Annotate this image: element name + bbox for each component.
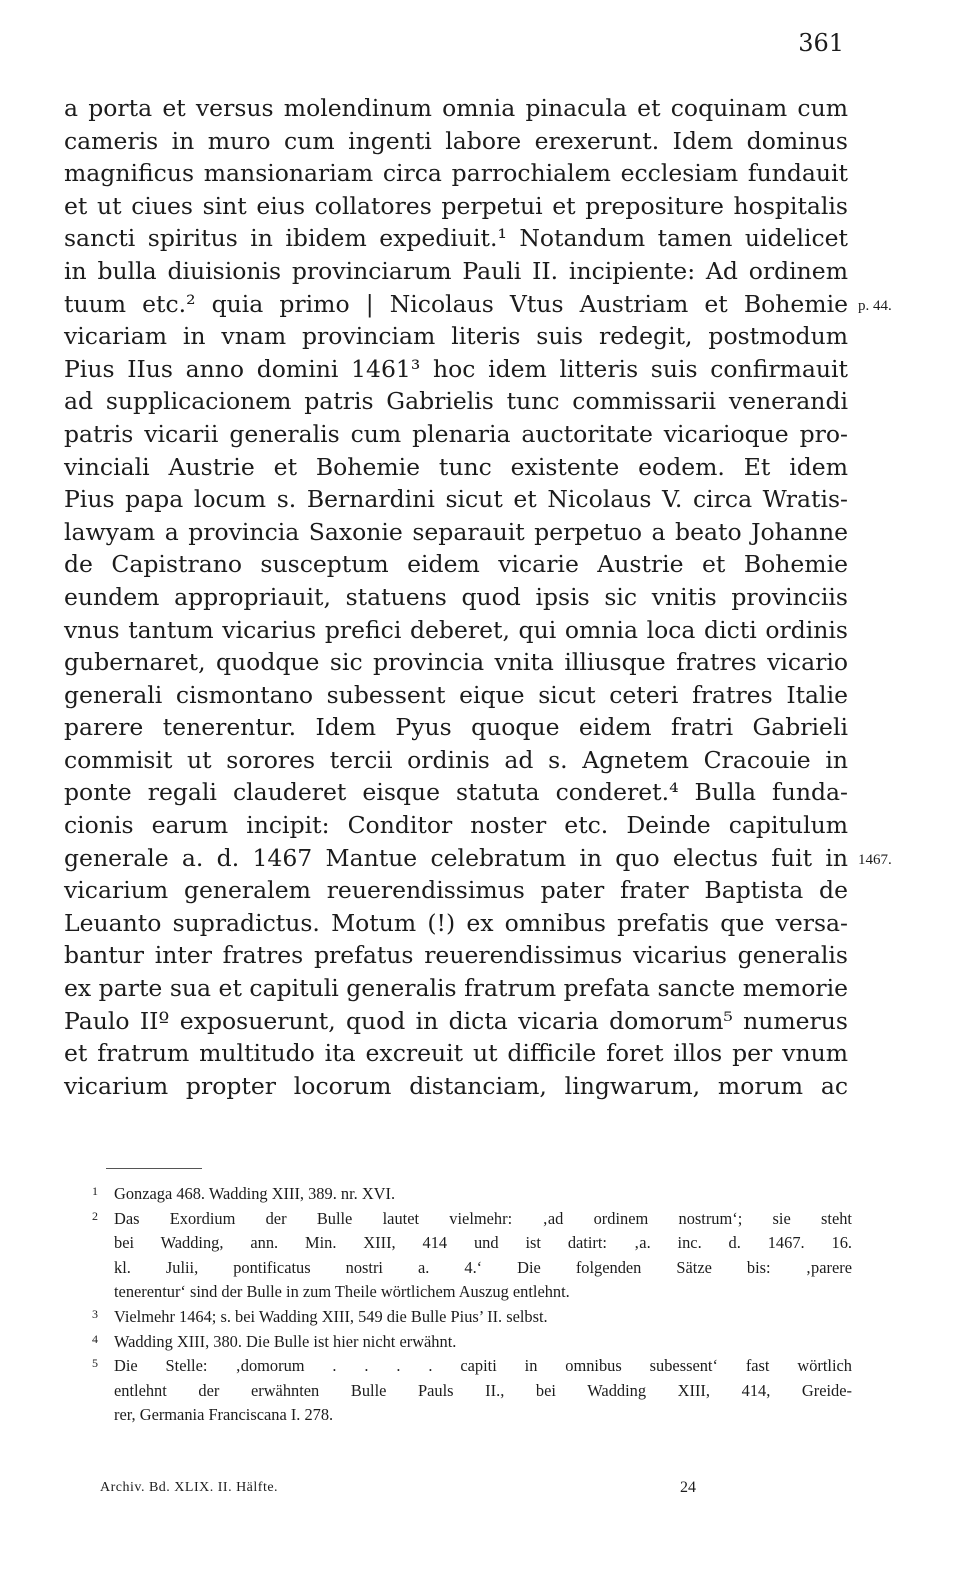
- page-number: 361: [798, 29, 844, 57]
- text-line: in bulla diuisionis provinciarum Pauli II. incipiente: Ad ordinem: [64, 256, 848, 285]
- margin-note: p. 44.: [858, 297, 892, 314]
- text-line: et ut ciues sint eius collatores perpetui et prepositure hospitalis: [64, 191, 848, 220]
- text-line: et fratrum multitudo ita excreuit ut difficile foret illos per vnum: [64, 1039, 848, 1068]
- footnote-line: tenerentur‘ sind der Bulle in zum Theile wörtlichem Auszug entlehnt.: [114, 1282, 570, 1302]
- sheet-number: 24: [680, 1479, 696, 1496]
- footnote-mark: 1: [92, 1184, 98, 1198]
- text-line: vnus tantum vicarius prefici deberet, qui omnia loca dicti ordinis: [64, 615, 848, 644]
- text-line: vicariam in vnam provinciam literis suis redegit, postmodum: [64, 322, 848, 351]
- footnote-mark: 4: [92, 1331, 98, 1346]
- footnote-rule: [106, 1168, 202, 1169]
- printer-signature: Archiv. Bd. XLIX. II. Hälfte.: [100, 1480, 279, 1495]
- text-line: generali cismontano subessent eique sicut ceteri fratres Italie: [64, 680, 848, 709]
- footnote: [92, 1305, 852, 1330]
- footnote-line: kl. Julii, pontificatus nostri a. 4.‘ Die folgenden Sätze bis: ‚parere: [114, 1257, 852, 1277]
- footnote-mark: 3: [92, 1306, 98, 1321]
- text-line: a porta et versus molendinum omnia pinacula et coquinam cum: [64, 94, 848, 122]
- footnote-line: Wadding XIII, 380. Die Bulle ist hier nicht erwähnt.: [114, 1331, 457, 1351]
- text-line: de Capistrano susceptum eidem vicarie Austrie et Bohemie: [64, 550, 848, 579]
- footnote: [92, 1207, 852, 1305]
- text-line: Pius papa locum s. Bernardini sicut et Nicolaus V. circa Wratis-: [64, 485, 848, 514]
- text-line: ex parte sua et capituli generalis fratrum prefata sancte memorie: [64, 974, 848, 1003]
- margin-note: 1467.: [858, 851, 892, 868]
- footnote-mark: 2: [92, 1208, 98, 1223]
- text-line: cionis earum incipit: Conditor noster etc. Deinde capitulum: [64, 811, 848, 840]
- text-line: ad supplicacionem patris Gabrielis tunc commissarii venerandi: [64, 387, 848, 416]
- text-line: Pius IIus anno domini 1461³ hoc idem litteris suis confirmauit: [64, 354, 848, 383]
- footnote-mark: 5: [92, 1356, 98, 1371]
- text-line: gubernaret, quodque sic provincia vnita illiusque fratres vicario: [64, 648, 848, 677]
- footnote-line: rer, Germania Franciscana I. 278.: [114, 1405, 334, 1425]
- text-line: magnificus mansionariam circa parrochialem ecclesiam fundauit: [64, 159, 848, 188]
- text-line: sancti spiritus in ibidem expediuit.¹ Notandum tamen uidelicet: [64, 224, 848, 253]
- text-line: patris vicarii generalis cum plenaria auctoritate vicarioque pro-: [64, 419, 848, 448]
- text-line: eundem appropriauit, statuens quod ipsis sic vnitis provinciis: [64, 582, 848, 611]
- text-line: lawyam a provincia Saxonie separauit perpetuo a beato Johanne: [64, 517, 848, 546]
- footnote-line: Vielmehr 1464; s. bei Wadding XIII, 549 die Bulle Pius’ II. selbst.: [114, 1306, 548, 1326]
- text-line: bantur inter fratres prefatus reuerendissimus vicarius generalis: [64, 941, 848, 970]
- footnote-line: Gonzaga 468. Wadding XIII, 389. nr. XVI.: [114, 1184, 396, 1203]
- footnote-line: Die Stelle: ‚domorum . . . . capiti in omnibus subessent‘ fast wörtlich: [114, 1356, 852, 1376]
- footnotes: [92, 1182, 852, 1428]
- text-line: cameris in muro cum ingenti labore erexerunt. Idem dominus: [64, 126, 848, 155]
- footnote-line: bei Wadding, ann. Min. XIII, 414 und ist datirt: ‚a. inc. d. 1467. 16.: [114, 1233, 852, 1253]
- text-line: vicarium generalem reuerendissimus pater frater Baptista de: [64, 876, 848, 905]
- footnote-line: entlehnt der erwähnten Bulle Pauls II., bei Wadding XIII, 414, Greide-: [114, 1380, 852, 1400]
- footnote: [92, 1354, 852, 1428]
- text-line: tuum etc.² quia primo | Nicolaus Vtus Austriam et Bohemie: [64, 289, 848, 318]
- text-line: vinciali Austrie et Bohemie tunc existente eodem. Et idem: [64, 452, 848, 481]
- footnote: [92, 1330, 852, 1355]
- text-line: generale a. d. 1467 Mantue celebratum in quo electus fuit in: [64, 843, 848, 872]
- text-line: vicarium propter locorum distanciam, lingwarum, morum ac: [64, 1071, 848, 1100]
- text-line: ponte regali clauderet eisque statuta conderet.⁴ Bulla funda-: [64, 778, 848, 807]
- footnote: [92, 1182, 852, 1207]
- text-line: Leuanto supradictus. Motum (!) ex omnibus prefatis que versa-: [64, 908, 848, 937]
- text-line: commisit ut sorores tercii ordinis ad s. Agnetem Cracouie in: [64, 745, 848, 774]
- footnote-line: Das Exordium der Bulle lautet vielmehr: ‚ad ordinem nostrum‘; sie steht: [114, 1208, 852, 1228]
- main-text: [64, 92, 848, 1102]
- text-line: Paulo IIº exposuerunt, quod in dicta vicaria domorum⁵ numerus: [64, 1006, 848, 1035]
- text-line: parere tenerentur. Idem Pyus quoque eidem fratri Gabrieli: [64, 713, 848, 742]
